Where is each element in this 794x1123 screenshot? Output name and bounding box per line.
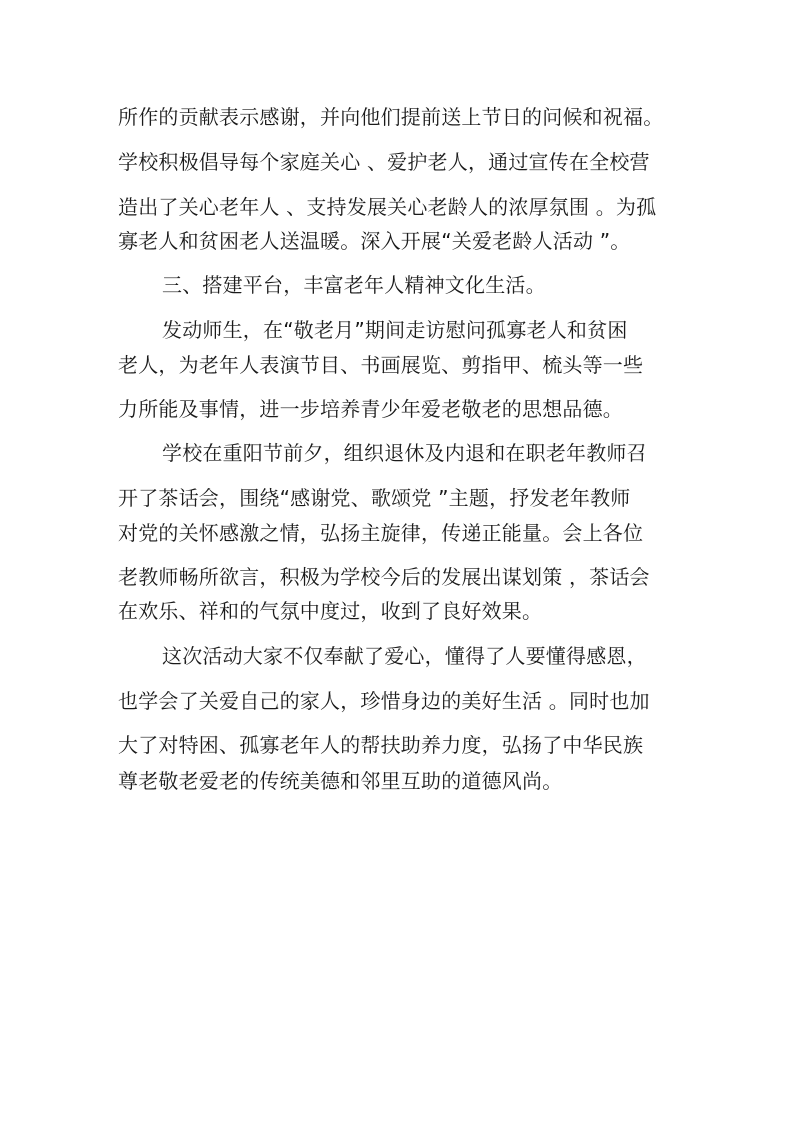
text-line: 老教师畅所欲言，积极为学校今后的发展出谋划策 ，茶话会 bbox=[118, 565, 650, 589]
text-line: 学校在重阳节前夕，组织退休及内退和在职老年教师召 bbox=[162, 441, 647, 465]
text-line: 力所能及事情，进一步培养青少年爱老敬老的思想品德。 bbox=[118, 397, 623, 421]
section-heading: 三、搭建平台，丰富老年人精神文化生活。 bbox=[162, 273, 546, 297]
text-line: 寡老人和贫困老人送温暖。深入开展“关爱老龄人活动 ”。 bbox=[118, 229, 631, 253]
text-line: 造出了关心老年人 、支持发展关心老龄人的浓厚氛围 。为孤 bbox=[118, 195, 657, 219]
text-line: 尊老敬老爱老的传统美德和邻里互助的道德风尚。 bbox=[118, 769, 563, 793]
text-line: 大了对特困、孤寡老年人的帮扶助养力度，弘扬了中华民族 bbox=[118, 733, 644, 757]
text-line: 学校积极倡导每个家庭关心 、爱护老人，通过宣传在全校营 bbox=[118, 150, 650, 174]
text-line: 发动师生，在“敬老月”期间走访慰问孤寡老人和贫困 bbox=[162, 318, 628, 342]
text-line: 也学会了关爱自己的家人，珍惜身边的美好生活 。同时也加 bbox=[118, 689, 650, 713]
text-line: 这次活动大家不仅奉献了爱心，懂得了人要懂得感恩， bbox=[162, 644, 647, 668]
text-line: 对党的关怀感激之情，弘扬主旋律，传递正能量。会上各位 bbox=[118, 521, 644, 545]
text-line: 开了茶话会，围绕“感谢党、歌颂党 ”主题，抒发老年教师 bbox=[118, 486, 631, 510]
text-line: 所作的贡献表示感谢，并向他们提前送上节日的问候和祝福。 bbox=[118, 105, 664, 129]
text-line: 老人，为老年人表演节目、书画展览、剪指甲、梳头等一些 bbox=[118, 353, 644, 377]
text-line: 在欢乐、祥和的气氛中度过，收到了良好效果。 bbox=[118, 599, 543, 623]
